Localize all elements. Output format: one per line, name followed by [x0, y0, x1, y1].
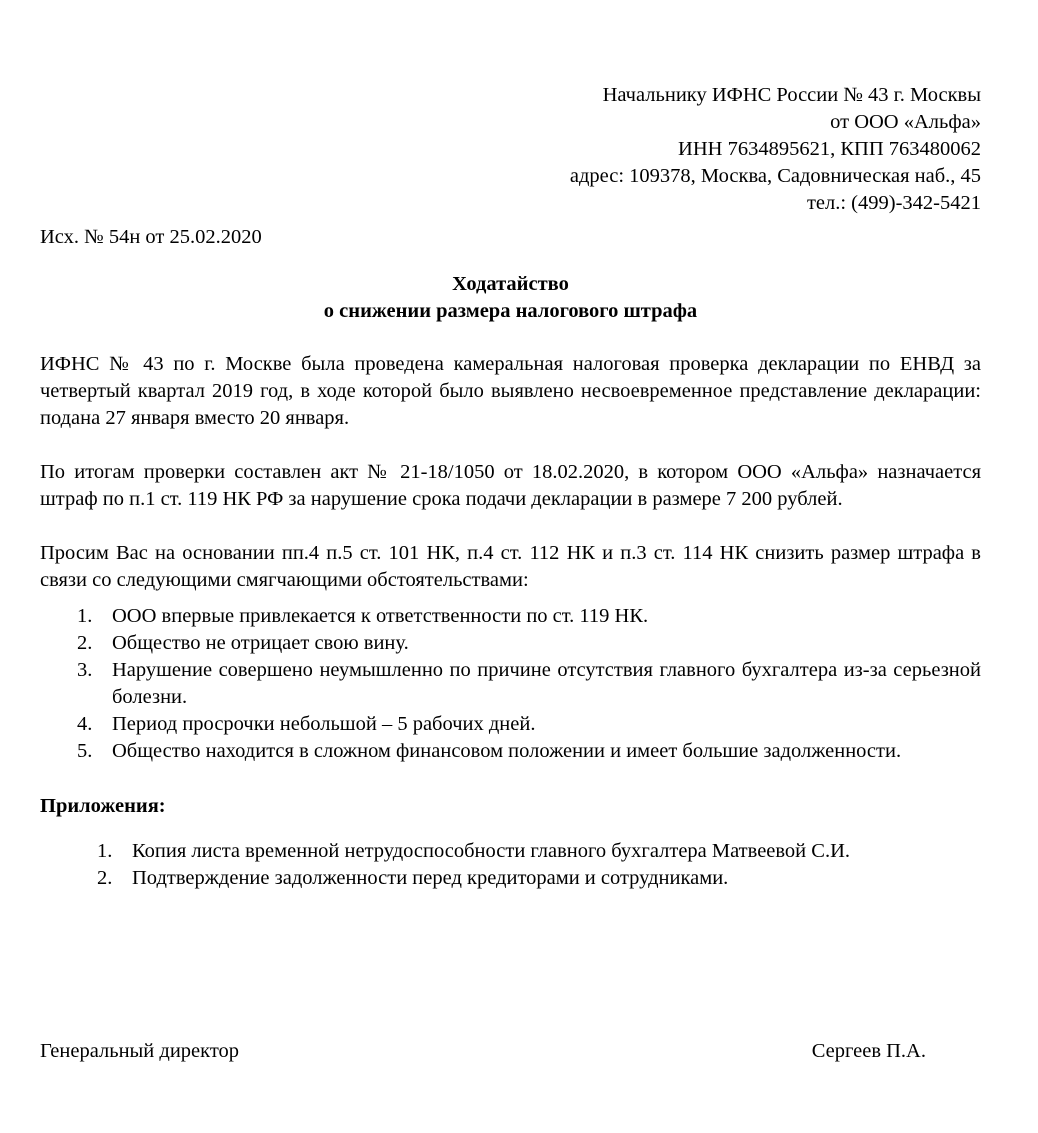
list-item-number: 1.	[97, 840, 113, 862]
list-item-text: Подтверждение задолженности перед кредиторами и сотрудниками.	[132, 867, 729, 889]
mitigating-circumstances-list	[40, 603, 981, 765]
list-item	[40, 865, 981, 892]
list-item	[40, 738, 981, 765]
list-item-number: 3.	[77, 659, 93, 681]
list-item	[40, 630, 981, 657]
addressee-line: Начальнику ИФНС России № 43 г. Москвы	[602, 84, 981, 106]
list-item-number: 1.	[77, 605, 93, 627]
document-title	[40, 271, 981, 325]
list-item	[40, 711, 981, 738]
inn-kpp-line: ИНН 7634895621, КПП 763480062	[678, 138, 981, 160]
title-line-1: Ходатайство	[452, 273, 569, 295]
list-item-text: Нарушение совершено неумышленно по причине отсутствия главного бухгалтера из-за серьезной болезни.	[112, 659, 981, 708]
signatory-position: Генеральный директор	[40, 1040, 240, 1062]
list-item	[40, 657, 981, 711]
list-item-text: Общество не отрицает свою вину.	[112, 632, 409, 654]
paragraph-request: Просим Вас на основании пп.4 п.5 ст. 101 НК, п.4 ст. 112 НК и п.3 ст. 114 НК снизить размер штрафа в связи со следующими смягчающими обстоятельствами:	[40, 542, 981, 591]
attachments-heading: Приложения:	[40, 795, 166, 817]
list-item-number: 4.	[77, 713, 93, 735]
paragraph-inspection: ИФНС № 43 по г. Москве была проведена камеральная налоговая проверка декларации по ЕНВД за четвертый квартал 2019 год, в ходе которой было выявлено несвоевременное представление декларации: подана 27 января вместо 20 января.	[40, 353, 981, 429]
addressee-block	[40, 82, 981, 217]
list-item-text: Копия листа временной нетрудоспособности главного бухгалтера Матвеевой С.И.	[132, 840, 851, 862]
sender-line: от ООО «Альфа»	[830, 111, 981, 133]
list-item-number: 2.	[97, 867, 113, 889]
list-item-text: ООО впервые привлекается к ответственности по ст. 119 НК.	[112, 605, 649, 627]
outgoing-reference: Исх. № 54н от 25.02.2020	[40, 226, 262, 248]
signature-block	[40, 1038, 926, 1065]
list-item-number: 5.	[77, 740, 93, 762]
document-page	[40, 82, 981, 892]
list-item-number: 2.	[77, 632, 93, 654]
phone-line: тел.: (499)-342-5421	[806, 192, 981, 214]
list-item-text: Период просрочки небольшой – 5 рабочих дней.	[112, 713, 536, 735]
paragraph-act: По итогам проверки составлен акт № 21-18/1050 от 18.02.2020, в котором ООО «Альфа» назначается штраф по п.1 ст. 119 НК РФ за нарушение срока подачи декларации в размере 7 200 рублей.	[40, 461, 981, 510]
address-line: адрес: 109378, Москва, Садовническая наб., 45	[569, 165, 981, 187]
attachments-list	[40, 838, 981, 892]
signatory-name: Сергеев П.А.	[811, 1040, 926, 1062]
title-line-2: о снижении размера налогового штрафа	[323, 300, 698, 322]
list-item-text: Общество находится в сложном финансовом положении и имеет большие задолженности.	[112, 740, 902, 762]
list-item	[40, 603, 981, 630]
list-item	[40, 838, 981, 865]
